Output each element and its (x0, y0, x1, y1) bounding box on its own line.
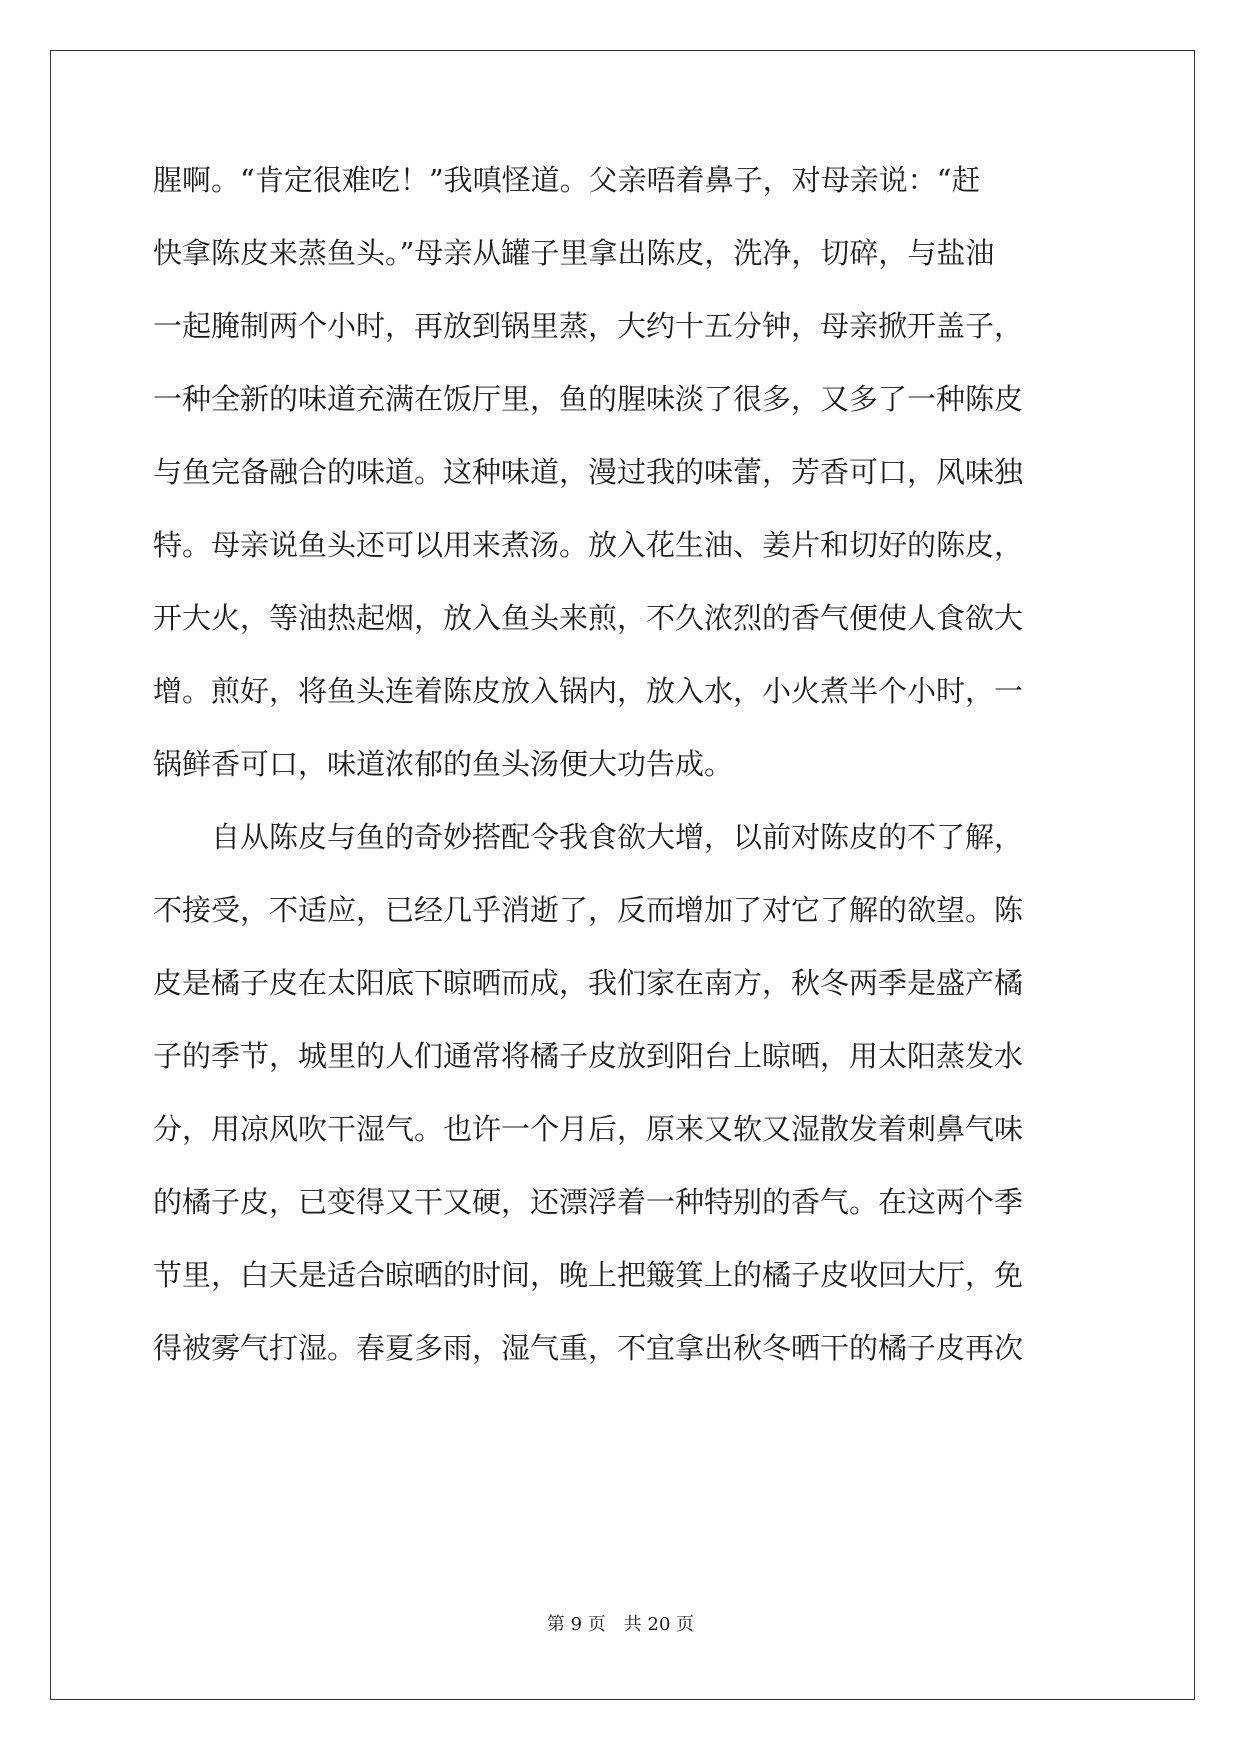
page-total: 共 20 页 (623, 1614, 695, 1635)
text-line: 特。母亲说鱼头还可以用来煮汤。放入花生油、姜片和切好的陈皮， (153, 528, 1024, 562)
text-line: 增。煎好，将鱼头连着陈皮放入锅内，放入水，小火煮半个小时，一 (153, 674, 1024, 708)
text-line: 分，用凉风吹干湿气。也许一个月后，原来又软又湿散发着刺鼻气味 (153, 1112, 1024, 1146)
page-border (50, 50, 1195, 1700)
page-footer (0, 1613, 1241, 1637)
text-line: 皮是橘子皮在太阳底下晾晒而成，我们家在南方，秋冬两季是盛产橘 (153, 966, 1024, 1000)
text-line: 与鱼完备融合的味道。这种味道，漫过我的味蕾，芳香可口，风味独 (153, 455, 1024, 489)
text-line: 腥啊。“肯定很难吃！”我嗔怪道。父亲唔着鼻子，对母亲说：“赶 (153, 163, 981, 197)
text-line: 不接受，不适应，已经几乎消逝了，反而增加了对它了解的欲望。陈 (153, 893, 1024, 927)
text-line: 节里，白天是适合晾晒的时间，晚上把簸箕上的橘子皮收回大厅，免 (153, 1258, 1024, 1292)
page-number: 第 9 页 (546, 1614, 606, 1635)
text-line: 自从陈皮与鱼的奇妙搭配令我食欲大增，以前对陈皮的不了解， (153, 820, 1024, 854)
text-line: 锅鲜香可口，味道浓郁的鱼头汤便大功告成。 (153, 747, 734, 781)
text-line: 一起腌制两个小时，再放到锅里蒸，大约十五分钟，母亲掀开盖子， (153, 309, 1024, 343)
text-line: 得被雾气打湿。春夏多雨，湿气重，不宜拿出秋冬晒干的橘子皮再次 (153, 1331, 1024, 1365)
text-line: 的橘子皮，已变得又干又硬，还漂浮着一种特别的香气。在这两个季 (153, 1185, 1024, 1219)
text-line: 快拿陈皮来蒸鱼头。”母亲从罐子里拿出陈皮，洗净，切碎，与盐油 (153, 236, 995, 270)
text-line: 一种全新的味道充满在饭厅里，鱼的腥味淡了很多，又多了一种陈皮 (153, 382, 1024, 416)
text-line: 子的季节，城里的人们通常将橘子皮放到阳台上晾晒，用太阳蒸发水 (153, 1039, 1024, 1073)
text-line: 开大火，等油热起烟，放入鱼头来煎，不久浓烈的香气便使人食欲大 (153, 601, 1024, 635)
